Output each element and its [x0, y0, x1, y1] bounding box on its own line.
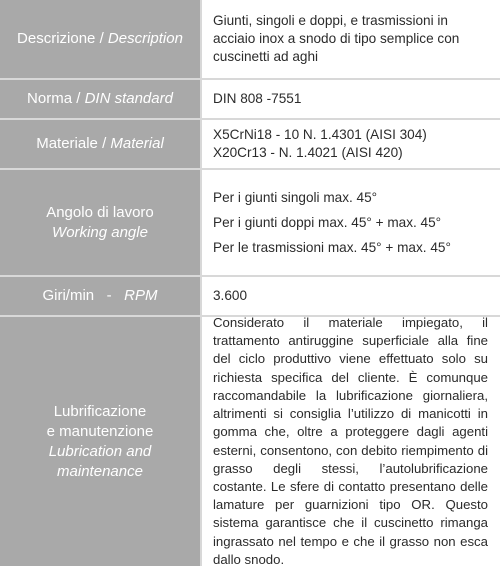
working-angle-value-cell: [202, 170, 500, 275]
lubrication-value-cell: [202, 317, 500, 566]
description-label-en: Description: [107, 30, 183, 47]
description-value-cell: [202, 0, 500, 78]
working-angle-line-2: Per i giunti doppi max. 45° + max. 45°: [213, 215, 442, 230]
lubrication-label-en-2: maintenance: [57, 462, 143, 480]
row-working-angle: [0, 170, 500, 275]
rpm-value: 3.600: [213, 288, 248, 303]
standard-label: Norma / DIN standard: [0, 80, 200, 118]
description-value: Giunti, singoli e doppi, e trasmissioni in acciaio inox a snodo di tipo semplice con cuscinetti ad aghi: [213, 13, 460, 64]
working-angle-line-3: Per le trasmissioni max. 45° + max. 45°: [213, 240, 451, 255]
material-label: Materiale / Material: [0, 120, 200, 168]
row-material: [0, 120, 500, 168]
lubrication-label: [0, 317, 200, 566]
rpm-label-en: RPM: [124, 287, 158, 304]
material-label-en: Material: [110, 135, 164, 152]
material-line-1: X5CrNi18 - 10 N. 1.4301 (AISI 304): [213, 127, 427, 142]
material-label-it: Materiale: [36, 135, 98, 152]
working-angle-label: [0, 170, 200, 275]
row-standard: [0, 80, 500, 118]
row-description: [0, 0, 500, 78]
row-rpm: [0, 277, 500, 315]
lubrication-label-en-1: Lubrication and: [48, 442, 152, 460]
standard-value: DIN 808 -7551: [213, 91, 302, 106]
description-label-it: Descrizione: [17, 30, 96, 47]
working-angle-line-1: Per i giunti singoli max. 45°: [213, 190, 378, 205]
description-label: Descrizione / Description: [0, 0, 200, 78]
rpm-label-it: Giri/min: [42, 287, 95, 304]
row-lubrication: [0, 317, 500, 566]
working-angle-label-it: Angolo di lavoro: [46, 203, 154, 221]
standard-label-it: Norma: [27, 90, 73, 107]
rpm-label: Giri/min - RPM: [0, 277, 200, 315]
standard-value-cell: [202, 80, 500, 118]
lubrication-label-it-1: Lubrificazione: [53, 402, 147, 420]
rpm-value-cell: [202, 277, 500, 315]
lubrication-label-it-2: e manutenzione: [46, 422, 154, 440]
working-angle-label-en: Working angle: [52, 223, 148, 241]
material-value-cell: [202, 120, 500, 168]
lubrication-value: Considerato il materiale impiegato, il trattamento antiruggine superficiale alla fine del ciclo produttivo viene effettuato solo su richiesta specifica del cliente. È comunque raccomandabile la lubrificazione giornaliera, altrimenti si consiglia l’utilizzo di manicotti in gomma che, oltre a proteggere dagli agenti esterni, consentono, con debito riempimento di grasso degli stessi, l’autolubrificazione costante. Le sfere di contatto presentano delle lamature per guarnizioni tipo OR. Questo sistema garantisce che il cuscinetto rimanga ingrassato nel tempo e che il grasso non esca dallo snodo.: [213, 315, 488, 567]
standard-label-en: DIN standard: [84, 90, 173, 107]
material-line-2: X20Cr13 - N. 1.4021 (AISI 420): [213, 145, 403, 160]
